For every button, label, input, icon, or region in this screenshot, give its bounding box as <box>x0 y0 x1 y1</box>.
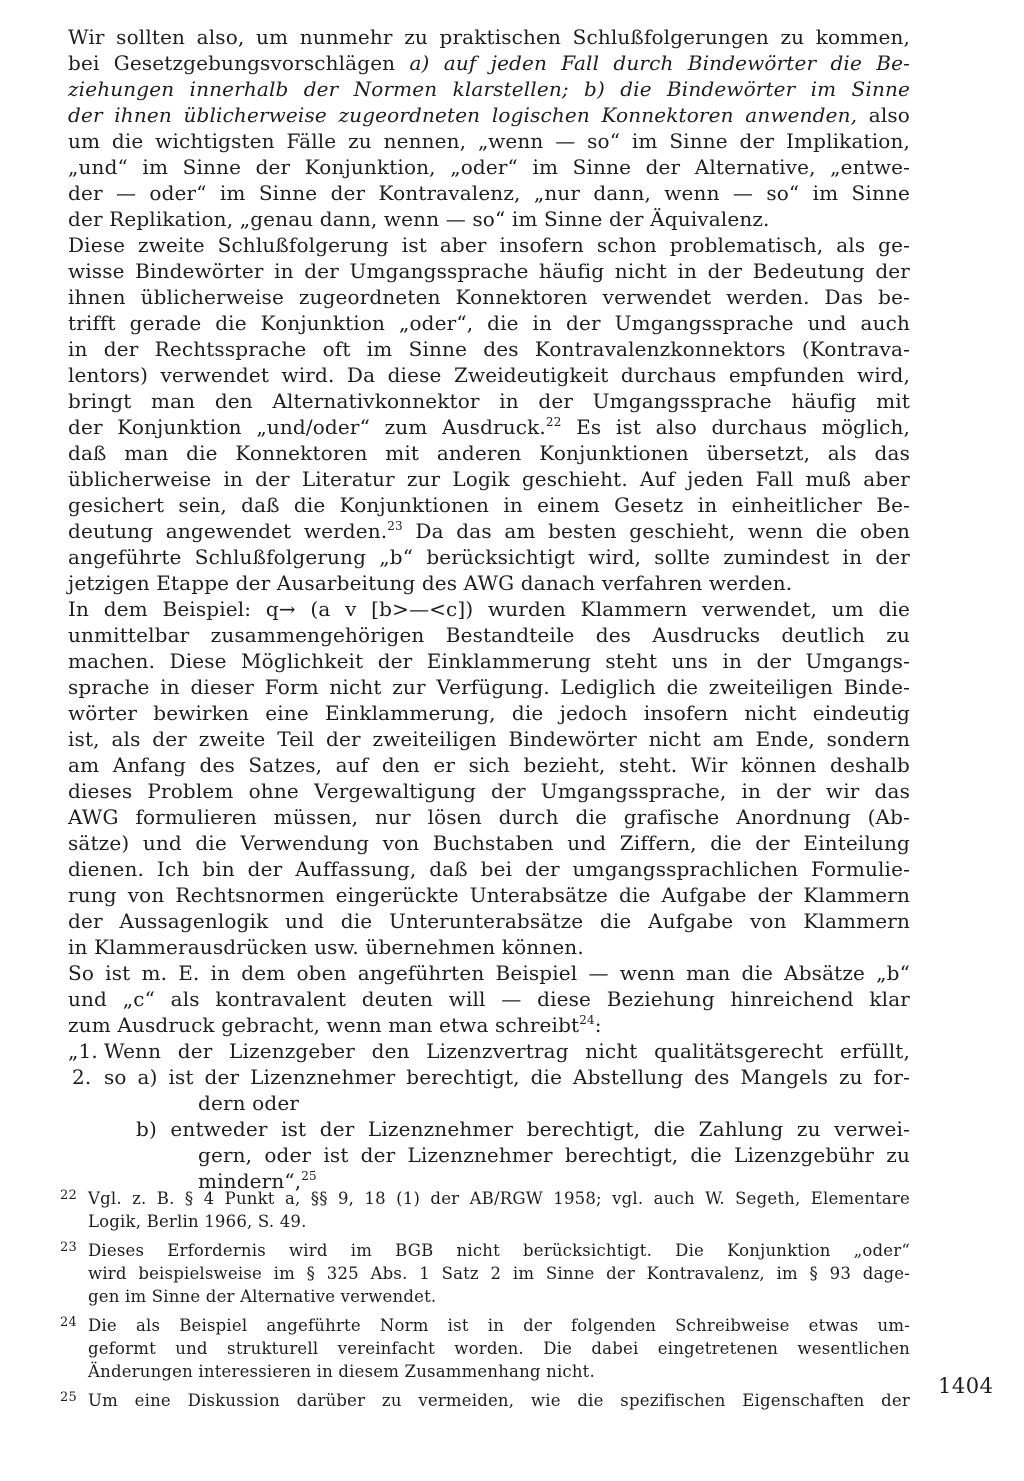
text-line: ist, als der zweite Teil der zweiteiligen Bindewörter nicht am Ende, sondern <box>68 727 910 751</box>
text-line: lentors) verwendet wird. Da diese Zweideutigkeit durchaus empfunden wird, <box>68 363 910 387</box>
text-line: machen. Diese Möglichkeit der Einklammerung steht uns in der Umgangs- <box>68 649 910 673</box>
text-span: der Konjunktion „und/oder“ zum Ausdruck. <box>68 415 546 439</box>
footnote-24 <box>60 1314 910 1383</box>
footnote-line <box>60 1337 910 1360</box>
text-line: In dem Beispiel: q→ (a v [b>—<c]) wurden Klammern verwendet, um die <box>68 597 910 621</box>
text-line: Wir sollten also, um nunmehr zu praktischen Schlußfolgerungen zu kommen, <box>68 25 910 49</box>
footnote-text: Änderungen interessieren in diesem Zusammenhang nicht. <box>88 1362 595 1381</box>
footnote-text: gen im Sinne der Alternative verwendet. <box>88 1287 437 1306</box>
footnote-25 <box>60 1389 910 1412</box>
footnote-ref-25[interactable]: 25 <box>301 1169 317 1183</box>
quote-item-2a-cont <box>68 1090 910 1116</box>
text-line: sätze) und die Verwendung von Buchstaben und Ziffern, die der Einteilung <box>68 831 910 855</box>
text-line <box>68 414 910 440</box>
text-line <box>68 50 910 76</box>
text-line: wisse Bindewörter in der Umgangssprache häufig nicht in der Bedeutung der <box>68 259 910 283</box>
footnote-line <box>60 1360 910 1383</box>
text-line <box>68 1012 910 1038</box>
footnote-line <box>60 1389 910 1412</box>
italic-span: ziehungen innerhalb der Normen klarstellen; b) die Bindewörter im Sinne <box>68 77 910 101</box>
text-line: rung von Rechtsnormen eingerückte Unterabsätze die Aufgabe der Klammern <box>68 883 910 907</box>
item-text: b) entweder ist der Lizenznehmer berechtigt, die Zahlung zu verwei- <box>136 1117 910 1141</box>
footnote-line <box>60 1187 910 1210</box>
text-line: dieses Problem ohne Vergewaltigung der Umgangssprache, in der wir das <box>68 779 910 803</box>
footnote-ref-24[interactable]: 24 <box>579 1013 595 1027</box>
footnote-number: 25 <box>60 1390 77 1405</box>
text-span: also <box>857 103 910 127</box>
text-line: üblicherweise in der Literatur zur Logik geschieht. Auf jeden Fall muß aber <box>68 467 910 491</box>
text-line: angeführte Schlußfolgerung „b“ berücksichtigt wird, sollte zumindest in der <box>68 545 910 569</box>
quote-item-2b-cont <box>68 1142 910 1168</box>
text-line: in Klammerausdrücken usw. übernehmen können. <box>68 935 584 959</box>
item-text: dern oder <box>198 1091 300 1115</box>
text-span: mindern“, <box>198 1169 302 1193</box>
text-span: zum Ausdruck gebracht, wenn man etwa schreibt <box>68 1013 580 1037</box>
quote-item-1 <box>68 1038 910 1064</box>
text-line: So ist m. E. in dem oben angeführten Beispiel — wenn man die Absätze „b“ <box>68 961 910 985</box>
text-line <box>68 76 910 102</box>
footnote-23 <box>60 1239 910 1308</box>
footnote-ref-22[interactable]: 22 <box>545 415 562 429</box>
item-text: so a) ist der Lizenznehmer berechtigt, die Abstellung des Mangels zu for- <box>104 1065 910 1089</box>
text-span: Da das am besten geschieht, wenn die oben <box>402 519 910 543</box>
text-line: AWG formulieren müssen, nur lösen durch die grafische Anordnung (Ab- <box>68 805 910 829</box>
footnote-number: 22 <box>60 1188 77 1203</box>
text-line: und „c“ als kontravalent deuten will — diese Beziehung hinreichend klar <box>68 987 910 1011</box>
text-line: der Replikation, „genau dann, wenn — so“ im Sinne der Äquivalenz. <box>68 207 770 231</box>
italic-span: der ihnen üblicherweise zugeordneten logischen Konnektoren anwenden, <box>68 103 858 127</box>
footnote-number: 23 <box>60 1240 77 1255</box>
footnote-line <box>60 1314 910 1337</box>
item-number: 2. <box>72 1065 92 1089</box>
text-line: gesichert sein, daß die Konjunktionen in einem Gesetz in einheitlicher Be- <box>68 493 910 517</box>
footnote-text: geformt und strukturell vereinfacht worden. Die dabei eingetretenen wesentlichen <box>88 1339 910 1358</box>
text-line: in der Rechtssprache oft im Sinne des Kontravalenzkonnektors (Kontrava- <box>68 337 910 361</box>
text-line: um die wichtigsten Fälle zu nennen, „wenn — so“ im Sinne der Implikation, <box>68 129 910 153</box>
text-line: ihnen üblicherweise zugeordneten Konnektoren verwendet werden. Das be- <box>68 285 910 309</box>
text-line: trifft gerade die Konjunktion „oder“, die in der Umgangssprache und auch <box>68 311 910 335</box>
footnote-text: Um eine Diskussion darüber zu vermeiden, wie die spezifischen Eigenschaften der <box>88 1391 910 1410</box>
text-line: unmittelbar zusammengehörigen Bestandteile des Ausdrucks deutlich zu <box>68 623 910 647</box>
footnotes <box>60 1187 910 1418</box>
text-line: Diese zweite Schlußfolgerung ist aber insofern schon problematisch, als ge- <box>68 233 910 257</box>
footnote-line <box>60 1210 910 1233</box>
text-line: am Anfang des Satzes, auf den er sich bezieht, steht. Wir können deshalb <box>68 753 910 777</box>
quote-item-2b <box>68 1116 910 1142</box>
text-span: Es ist also durchaus möglich, <box>561 415 910 439</box>
text-line: der Aussagenlogik und die Unterunterabsätze die Aufgabe von Klammern <box>68 909 910 933</box>
footnote-text: wird beispielsweise im § 325 Abs. 1 Satz 2 im Sinne der Kontravalenz, im § 93 dage- <box>88 1264 910 1283</box>
footnote-text: Dieses Erfordernis wird im BGB nicht berücksichtigt. Die Konjunktion „oder“ <box>88 1241 910 1260</box>
main-text <box>68 24 910 1194</box>
text-line: wörter bewirken eine Einklammerung, die jedoch insofern nicht eindeutig <box>68 701 910 725</box>
footnote-text: Vgl. z. B. § 4 Punkt a, §§ 9, 18 (1) der AB/RGW 1958; vgl. auch W. Segeth, Elementare <box>88 1189 910 1208</box>
footnote-number: 24 <box>60 1315 77 1330</box>
text-line: bringt man den Alternativkonnektor in der Umgangssprache häufig mit <box>68 389 910 413</box>
text-span: bei Gesetzgebungsvorschlägen <box>68 51 410 75</box>
footnote-22 <box>60 1187 910 1233</box>
text-line: sprache in dieser Form nicht zur Verfügung. Lediglich die zweiteiligen Binde- <box>68 675 910 699</box>
page-number: 1404 <box>938 1374 994 1398</box>
quote-item-2 <box>68 1064 910 1090</box>
footnote-line <box>60 1262 910 1285</box>
footnote-text: Logik, Berlin 1966, S. 49. <box>88 1212 307 1231</box>
text-line: „und“ im Sinne der Konjunktion, „oder“ im Sinne der Alternative, „entwe- <box>68 155 910 179</box>
text-line: jetzigen Etappe der Ausarbeitung des AWG danach verfahren werden. <box>68 571 793 595</box>
text-line: dienen. Ich bin der Auffassung, daß bei der umgangssprachlichen Formulie- <box>68 857 910 881</box>
footnote-ref-23[interactable]: 23 <box>387 519 403 533</box>
text-line: daß man die Konnektoren mit anderen Konjunktionen übersetzt, als das <box>68 441 910 465</box>
item-number: „1. <box>68 1039 98 1063</box>
text-line <box>68 102 910 128</box>
text-span: deutung angewendet werden. <box>68 519 388 543</box>
text-line: der — oder“ im Sinne der Kontravalenz, „nur dann, wenn — so“ im Sinne <box>68 181 910 205</box>
text-line <box>68 518 910 544</box>
italic-span: a) auf jeden Fall durch Bindewörter die Be- <box>409 51 910 75</box>
footnote-line <box>60 1239 910 1262</box>
footnote-text: Die als Beispiel angeführte Norm ist in der folgenden Schreibweise etwas um- <box>88 1316 910 1335</box>
text-span: : <box>594 1013 602 1037</box>
footnote-line <box>60 1285 910 1308</box>
item-text: Wenn der Lizenzgeber den Lizenzvertrag nicht qualitätsgerecht erfüllt, <box>104 1039 910 1063</box>
item-text: gern, oder ist der Lizenznehmer berechtigt, die Lizenzgebühr zu <box>198 1143 910 1167</box>
